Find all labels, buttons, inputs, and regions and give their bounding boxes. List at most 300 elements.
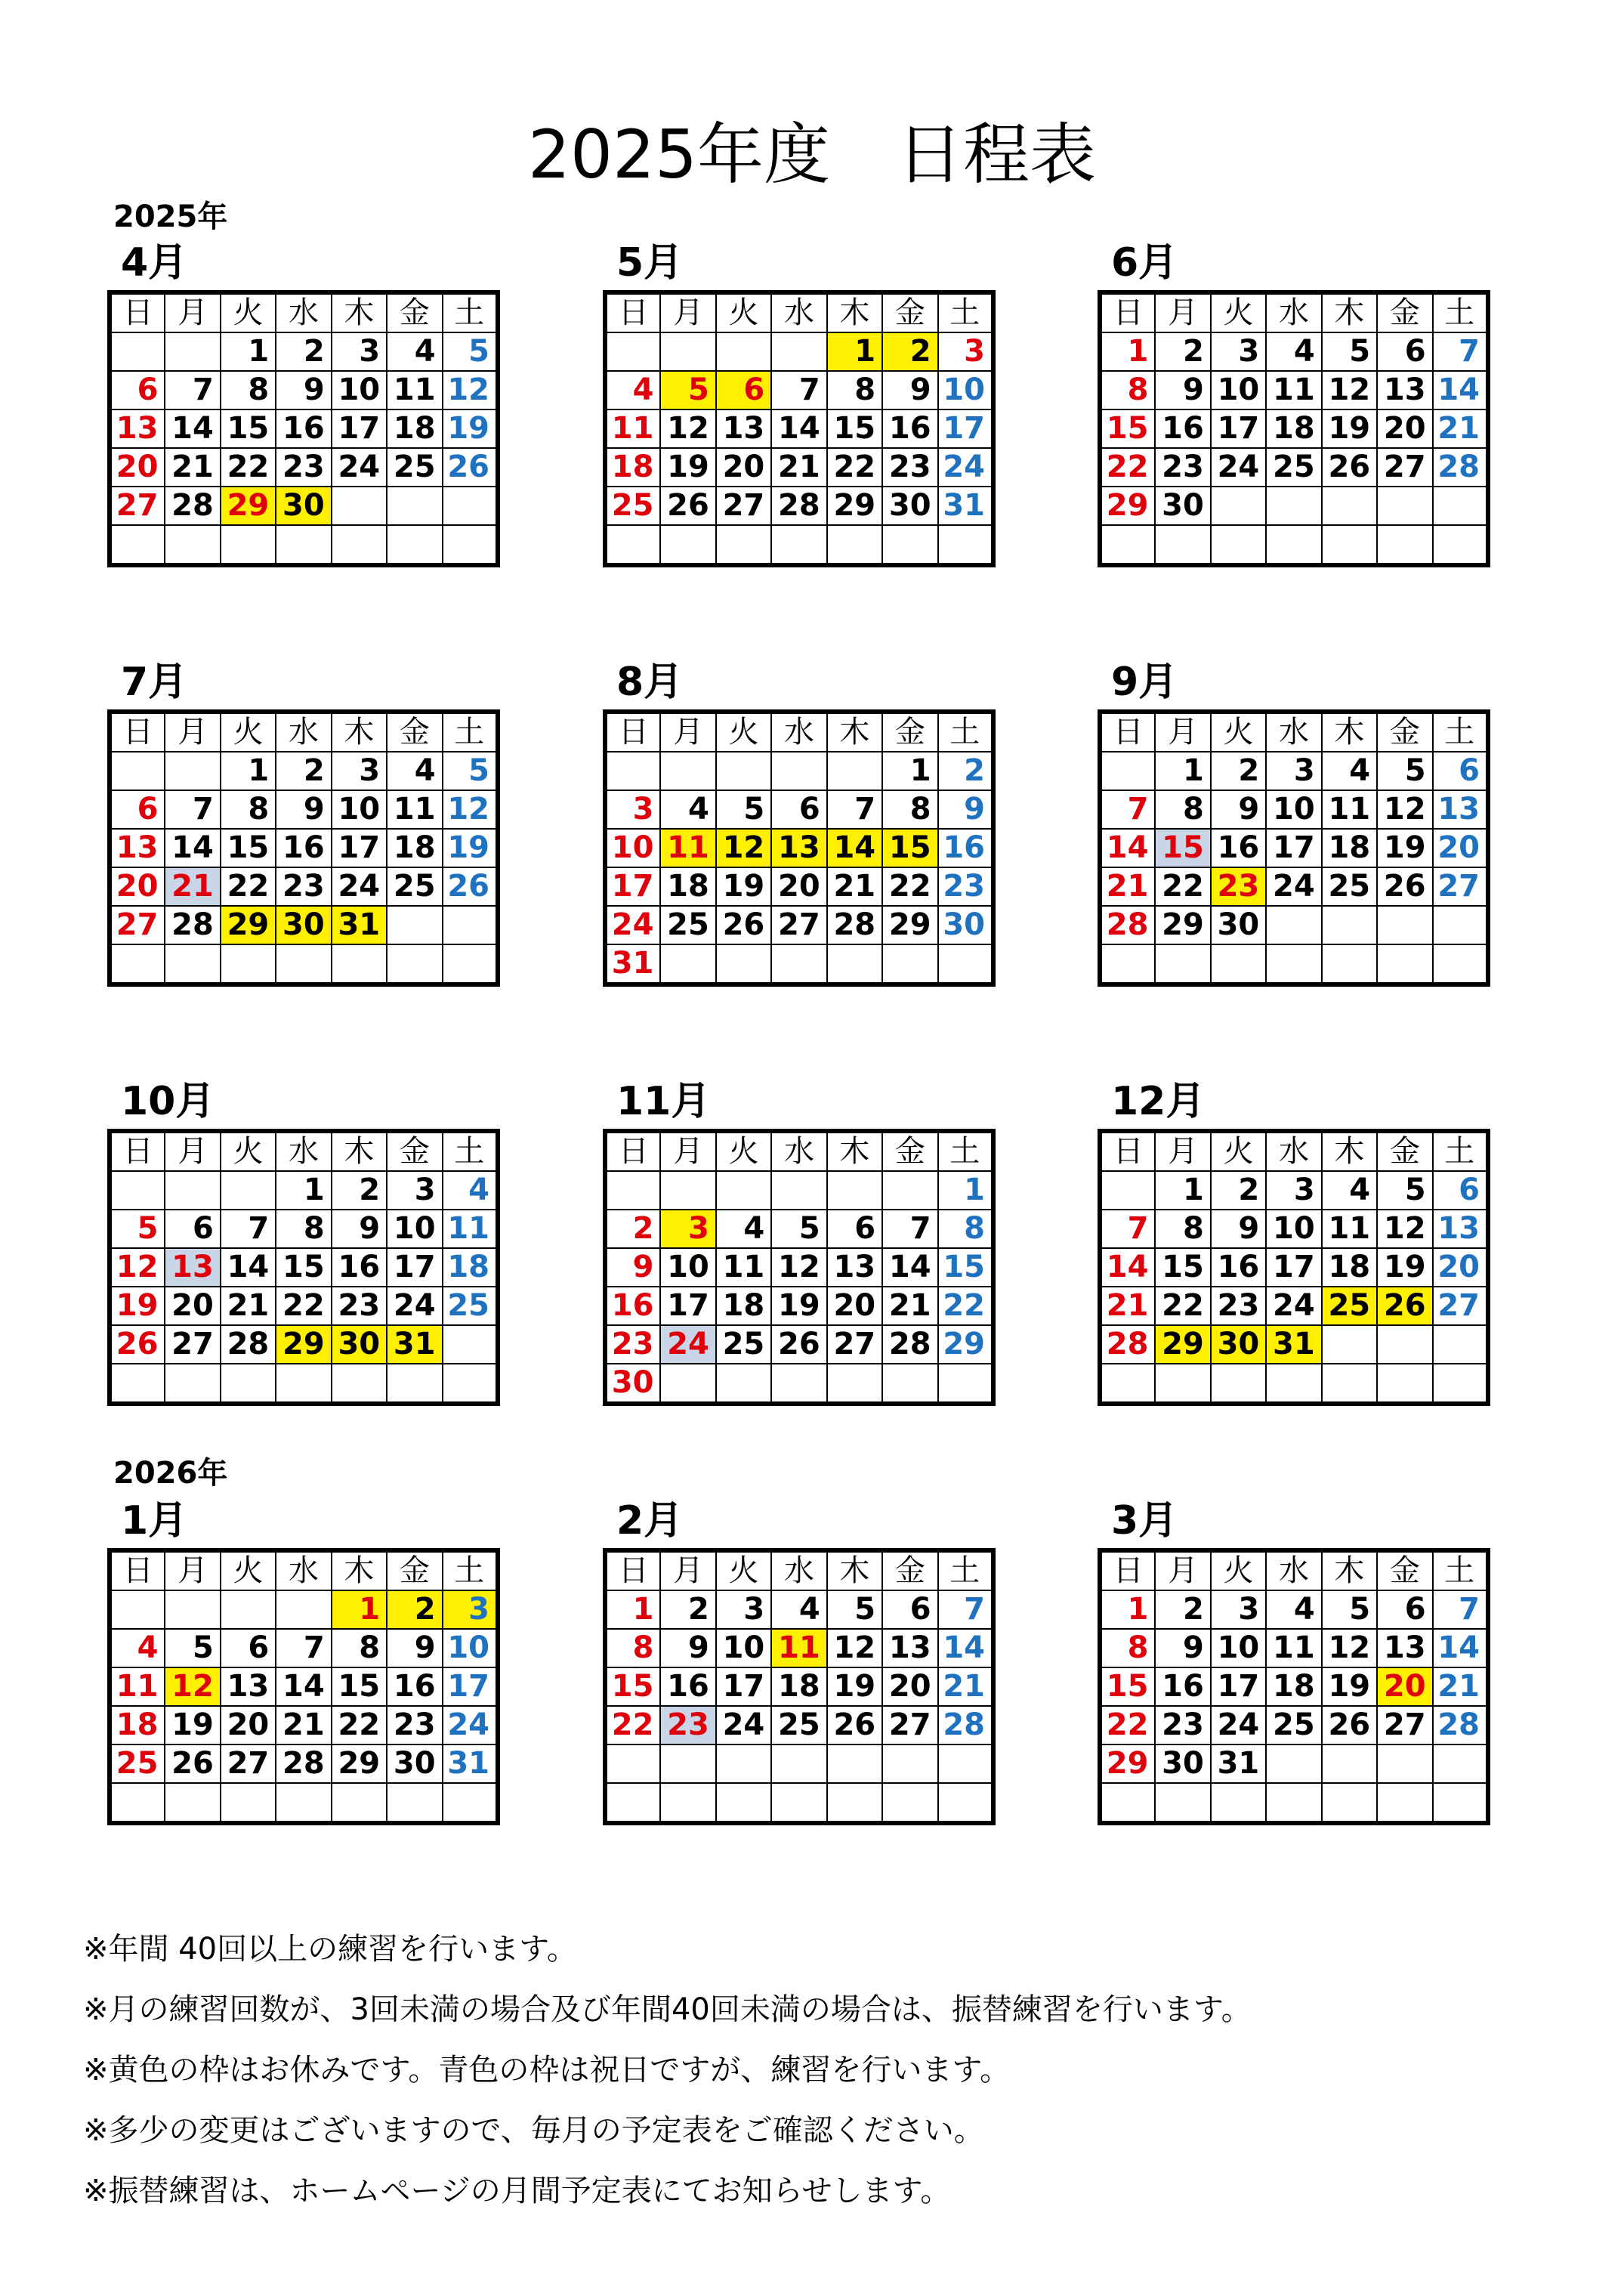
month-table (603, 1548, 996, 1825)
empty-cell (276, 1783, 331, 1823)
empty-cell (605, 1744, 660, 1783)
day-cell: 15 (276, 1248, 331, 1287)
weekday-header: 水 (276, 1131, 331, 1171)
day-cell: 27 (716, 487, 771, 525)
day-cell: 4 (1322, 1171, 1377, 1210)
day-cell: 16 (387, 1667, 442, 1706)
day-cell: 30 (332, 1325, 387, 1364)
empty-cell (1155, 525, 1210, 565)
day-cell: 21 (1100, 1287, 1155, 1325)
day-cell: 11 (387, 371, 442, 409)
weekday-header: 火 (1211, 1550, 1266, 1590)
day-cell: 20 (771, 867, 826, 906)
day-cell: 3 (1266, 752, 1321, 790)
week-row (110, 1248, 498, 1287)
day-cell: 17 (387, 1248, 442, 1287)
weekday-header: 日 (110, 712, 165, 752)
day-cell: 26 (716, 906, 771, 944)
day-cell: 16 (938, 829, 993, 867)
empty-cell (605, 1171, 660, 1210)
day-cell: 16 (1155, 409, 1210, 448)
day-cell: 10 (1211, 371, 1266, 409)
day-cell: 20 (1377, 1667, 1432, 1706)
day-cell: 11 (1266, 371, 1321, 409)
empty-cell (1100, 752, 1155, 790)
month-calendar (1098, 660, 1490, 987)
month-table (107, 1129, 500, 1406)
weekday-header: 月 (660, 292, 715, 332)
day-cell: 27 (1377, 1706, 1432, 1744)
day-cell: 9 (1155, 371, 1210, 409)
day-cell: 28 (1100, 906, 1155, 944)
day-cell: 8 (221, 371, 276, 409)
day-cell: 10 (332, 371, 387, 409)
day-cell: 28 (221, 1325, 276, 1364)
empty-cell (1322, 1744, 1377, 1783)
empty-cell (1377, 487, 1432, 525)
weekday-header: 水 (771, 292, 826, 332)
empty-cell (938, 944, 993, 984)
day-cell: 24 (387, 1287, 442, 1325)
day-cell: 26 (110, 1325, 165, 1364)
day-cell: 17 (1266, 829, 1321, 867)
week-row (1100, 752, 1488, 790)
day-cell: 27 (110, 906, 165, 944)
empty-cell (771, 1171, 826, 1210)
day-cell: 28 (165, 487, 220, 525)
week-row (605, 1667, 993, 1706)
day-cell: 18 (660, 867, 715, 906)
empty-cell (1433, 1783, 1488, 1823)
day-cell: 31 (443, 1744, 498, 1783)
week-row (1100, 1325, 1488, 1364)
weekday-header: 火 (716, 1550, 771, 1590)
day-cell: 15 (938, 1248, 993, 1287)
day-cell: 26 (827, 1706, 882, 1744)
empty-cell (1433, 944, 1488, 984)
empty-cell (1211, 525, 1266, 565)
day-cell: 31 (332, 906, 387, 944)
day-cell: 15 (1100, 409, 1155, 448)
weekday-header-row (1100, 712, 1488, 752)
day-cell: 30 (1211, 1325, 1266, 1364)
day-cell: 8 (1100, 371, 1155, 409)
weekday-header: 土 (1433, 292, 1488, 332)
week-row (1100, 1364, 1488, 1404)
weekday-header: 金 (387, 292, 442, 332)
week-row (110, 790, 498, 829)
weekday-header-row (605, 1550, 993, 1590)
weekday-header: 日 (1100, 292, 1155, 332)
day-cell: 1 (605, 1590, 660, 1629)
weekday-header-row (110, 292, 498, 332)
day-cell: 17 (1211, 1667, 1266, 1706)
day-cell: 9 (387, 1629, 442, 1667)
empty-cell (165, 1364, 220, 1404)
day-cell: 14 (1100, 1248, 1155, 1287)
weekday-header: 月 (165, 1550, 220, 1590)
day-cell: 9 (276, 371, 331, 409)
weekday-header: 木 (332, 712, 387, 752)
day-cell: 25 (1322, 867, 1377, 906)
day-cell: 25 (110, 1744, 165, 1783)
empty-cell (1100, 1783, 1155, 1823)
empty-cell (332, 1364, 387, 1404)
day-cell: 30 (1155, 487, 1210, 525)
empty-cell (221, 1171, 276, 1210)
day-cell: 10 (660, 1248, 715, 1287)
empty-cell (660, 1744, 715, 1783)
week-row (1100, 944, 1488, 984)
empty-cell (771, 332, 826, 371)
day-cell: 21 (1433, 409, 1488, 448)
empty-cell (1266, 487, 1321, 525)
week-row (605, 867, 993, 906)
day-cell: 22 (1155, 1287, 1210, 1325)
empty-cell (882, 944, 937, 984)
day-cell: 10 (332, 790, 387, 829)
day-cell: 13 (1377, 1629, 1432, 1667)
empty-cell (1377, 1325, 1432, 1364)
weekday-header: 土 (938, 712, 993, 752)
weekday-header: 木 (827, 1131, 882, 1171)
day-cell: 6 (827, 1210, 882, 1248)
weekday-header: 木 (827, 712, 882, 752)
empty-cell (1433, 1325, 1488, 1364)
day-cell: 27 (165, 1325, 220, 1364)
empty-cell (1322, 525, 1377, 565)
day-cell: 2 (938, 752, 993, 790)
week-row (1100, 1171, 1488, 1210)
day-cell: 21 (276, 1706, 331, 1744)
day-cell: 3 (332, 752, 387, 790)
day-cell: 19 (443, 409, 498, 448)
week-row (605, 1325, 993, 1364)
day-cell: 24 (605, 906, 660, 944)
day-cell: 6 (882, 1590, 937, 1629)
month-label: 6月 (1111, 240, 1178, 286)
empty-cell (1322, 906, 1377, 944)
day-cell: 25 (1266, 1706, 1321, 1744)
empty-cell (660, 332, 715, 371)
empty-cell (332, 487, 387, 525)
empty-cell (443, 1325, 498, 1364)
weekday-header: 日 (605, 712, 660, 752)
note-2: ※月の練習回数が、3回未満の場合及び年間40回未満の場合は、振替練習を行います。 (83, 1992, 1252, 2027)
empty-cell (1266, 1783, 1321, 1823)
empty-cell (110, 1171, 165, 1210)
month-calendar (107, 660, 500, 987)
weekday-header: 水 (1266, 1131, 1321, 1171)
empty-cell (827, 1783, 882, 1823)
empty-cell (165, 1783, 220, 1823)
day-cell: 1 (1155, 752, 1210, 790)
empty-cell (110, 525, 165, 565)
month-label: 9月 (1111, 660, 1178, 705)
day-cell: 27 (827, 1325, 882, 1364)
day-cell: 11 (771, 1629, 826, 1667)
day-cell: 25 (443, 1287, 498, 1325)
empty-cell (1322, 1325, 1377, 1364)
empty-cell (1433, 906, 1488, 944)
weekday-header: 水 (276, 712, 331, 752)
day-cell: 4 (1322, 752, 1377, 790)
week-row (110, 1667, 498, 1706)
day-cell: 27 (771, 906, 826, 944)
day-cell: 5 (443, 752, 498, 790)
week-row (605, 1706, 993, 1744)
week-row (1100, 525, 1488, 565)
day-cell: 13 (827, 1248, 882, 1287)
day-cell: 23 (1211, 867, 1266, 906)
day-cell: 22 (221, 448, 276, 487)
weekday-header-row (1100, 1550, 1488, 1590)
empty-cell (110, 332, 165, 371)
week-row (110, 1629, 498, 1667)
day-cell: 23 (276, 448, 331, 487)
week-row (110, 1325, 498, 1364)
empty-cell (827, 752, 882, 790)
day-cell: 23 (1155, 448, 1210, 487)
day-cell: 24 (1211, 448, 1266, 487)
day-cell: 14 (827, 829, 882, 867)
day-cell: 8 (938, 1210, 993, 1248)
empty-cell (882, 1744, 937, 1783)
empty-cell (221, 525, 276, 565)
day-cell: 26 (443, 448, 498, 487)
empty-cell (1266, 525, 1321, 565)
day-cell: 1 (882, 752, 937, 790)
day-cell: 12 (716, 829, 771, 867)
month-label: 11月 (616, 1079, 711, 1124)
day-cell: 18 (605, 448, 660, 487)
empty-cell (716, 1364, 771, 1404)
day-cell: 6 (221, 1629, 276, 1667)
day-cell: 21 (1100, 867, 1155, 906)
day-cell: 2 (276, 332, 331, 371)
day-cell: 27 (1433, 1287, 1488, 1325)
day-cell: 18 (1266, 409, 1321, 448)
day-cell: 7 (1100, 790, 1155, 829)
empty-cell (716, 332, 771, 371)
day-cell: 25 (387, 867, 442, 906)
day-cell: 29 (221, 906, 276, 944)
month-table (107, 709, 500, 987)
week-row (110, 332, 498, 371)
empty-cell (165, 752, 220, 790)
month-calendar (1098, 1498, 1490, 1825)
day-cell: 12 (660, 409, 715, 448)
week-row (1100, 790, 1488, 829)
month-table (1098, 709, 1490, 987)
day-cell: 14 (165, 829, 220, 867)
month-label: 5月 (616, 240, 684, 286)
day-cell: 16 (276, 829, 331, 867)
day-cell: 4 (716, 1210, 771, 1248)
day-cell: 12 (1322, 371, 1377, 409)
week-row (1100, 409, 1488, 448)
day-cell: 19 (1377, 1248, 1432, 1287)
empty-cell (165, 525, 220, 565)
empty-cell (882, 1364, 937, 1404)
week-row (605, 790, 993, 829)
weekday-header: 金 (1377, 1131, 1432, 1171)
empty-cell (1211, 1364, 1266, 1404)
day-cell: 8 (605, 1629, 660, 1667)
day-cell: 23 (1155, 1706, 1210, 1744)
empty-cell (110, 944, 165, 984)
day-cell: 8 (827, 371, 882, 409)
week-row (1100, 1706, 1488, 1744)
day-cell: 30 (882, 487, 937, 525)
day-cell: 21 (771, 448, 826, 487)
day-cell: 25 (771, 1706, 826, 1744)
day-cell: 27 (882, 1706, 937, 1744)
week-row (605, 944, 993, 984)
day-cell: 20 (110, 867, 165, 906)
day-cell: 5 (827, 1590, 882, 1629)
empty-cell (660, 525, 715, 565)
month-label: 4月 (121, 240, 188, 286)
empty-cell (1322, 1364, 1377, 1404)
empty-cell (771, 1783, 826, 1823)
day-cell: 27 (1433, 867, 1488, 906)
week-row (110, 409, 498, 448)
month-label: 8月 (616, 660, 684, 705)
day-cell: 31 (1266, 1325, 1321, 1364)
empty-cell (827, 1171, 882, 1210)
day-cell: 29 (882, 906, 937, 944)
week-row (1100, 332, 1488, 371)
day-cell: 22 (1155, 867, 1210, 906)
week-row (605, 1364, 993, 1404)
day-cell: 14 (1433, 1629, 1488, 1667)
empty-cell (443, 906, 498, 944)
empty-cell (938, 1744, 993, 1783)
day-cell: 14 (882, 1248, 937, 1287)
day-cell: 28 (1433, 448, 1488, 487)
weekday-header: 火 (1211, 712, 1266, 752)
day-cell: 23 (332, 1287, 387, 1325)
day-cell: 18 (443, 1248, 498, 1287)
day-cell: 14 (771, 409, 826, 448)
empty-cell (1377, 1783, 1432, 1823)
weekday-header: 土 (938, 292, 993, 332)
weekday-header: 日 (110, 1550, 165, 1590)
week-row (110, 1783, 498, 1823)
day-cell: 9 (605, 1248, 660, 1287)
day-cell: 4 (387, 752, 442, 790)
day-cell: 5 (716, 790, 771, 829)
day-cell: 13 (221, 1667, 276, 1706)
empty-cell (771, 1364, 826, 1404)
empty-cell (605, 1783, 660, 1823)
day-cell: 7 (276, 1629, 331, 1667)
day-cell: 3 (605, 790, 660, 829)
weekday-header: 火 (716, 712, 771, 752)
day-cell: 16 (660, 1667, 715, 1706)
day-cell: 23 (660, 1706, 715, 1744)
day-cell: 25 (1266, 448, 1321, 487)
month-calendar (603, 1498, 996, 1825)
week-row (110, 1287, 498, 1325)
day-cell: 8 (1155, 1210, 1210, 1248)
day-cell: 29 (276, 1325, 331, 1364)
day-cell: 5 (1322, 332, 1377, 371)
week-row (605, 906, 993, 944)
week-row (605, 1590, 993, 1629)
day-cell: 3 (387, 1171, 442, 1210)
day-cell: 18 (1322, 829, 1377, 867)
day-cell: 22 (221, 867, 276, 906)
empty-cell (276, 944, 331, 984)
day-cell: 9 (660, 1629, 715, 1667)
empty-cell (716, 525, 771, 565)
day-cell: 5 (1322, 1590, 1377, 1629)
weekday-header: 金 (1377, 1550, 1432, 1590)
day-cell: 13 (1433, 790, 1488, 829)
day-cell: 6 (165, 1210, 220, 1248)
day-cell: 9 (276, 790, 331, 829)
day-cell: 22 (1100, 448, 1155, 487)
day-cell: 2 (605, 1210, 660, 1248)
month-label: 10月 (121, 1079, 215, 1124)
day-cell: 29 (221, 487, 276, 525)
week-row (605, 1629, 993, 1667)
empty-cell (882, 1171, 937, 1210)
notes-section (83, 1919, 1564, 2221)
day-cell: 20 (827, 1287, 882, 1325)
empty-cell (221, 944, 276, 984)
month-table (107, 1548, 500, 1825)
week-row (605, 1248, 993, 1287)
weekday-header: 金 (1377, 712, 1432, 752)
day-cell: 17 (443, 1667, 498, 1706)
empty-cell (110, 752, 165, 790)
day-cell: 21 (827, 867, 882, 906)
day-cell: 20 (221, 1706, 276, 1744)
weekday-header: 土 (1433, 1550, 1488, 1590)
day-cell: 17 (660, 1287, 715, 1325)
day-cell: 11 (1266, 1629, 1321, 1667)
day-cell: 12 (827, 1629, 882, 1667)
day-cell: 24 (938, 448, 993, 487)
day-cell: 3 (1211, 1590, 1266, 1629)
day-cell: 25 (660, 906, 715, 944)
day-cell: 28 (938, 1706, 993, 1744)
week-row (605, 371, 993, 409)
weekday-header: 月 (660, 1131, 715, 1171)
day-cell: 10 (938, 371, 993, 409)
day-cell: 4 (443, 1171, 498, 1210)
day-cell: 31 (387, 1325, 442, 1364)
empty-cell (110, 1783, 165, 1823)
empty-cell (1266, 944, 1321, 984)
empty-cell (1433, 487, 1488, 525)
empty-cell (443, 944, 498, 984)
day-cell: 20 (110, 448, 165, 487)
week-row (605, 487, 993, 525)
weekday-header: 土 (443, 1131, 498, 1171)
day-cell: 2 (660, 1590, 715, 1629)
month-label: 3月 (1111, 1498, 1178, 1544)
weekday-header: 土 (443, 712, 498, 752)
day-cell: 4 (1266, 1590, 1321, 1629)
weekday-header: 日 (1100, 1131, 1155, 1171)
day-cell: 1 (221, 332, 276, 371)
week-row (1100, 487, 1488, 525)
day-cell: 5 (771, 1210, 826, 1248)
